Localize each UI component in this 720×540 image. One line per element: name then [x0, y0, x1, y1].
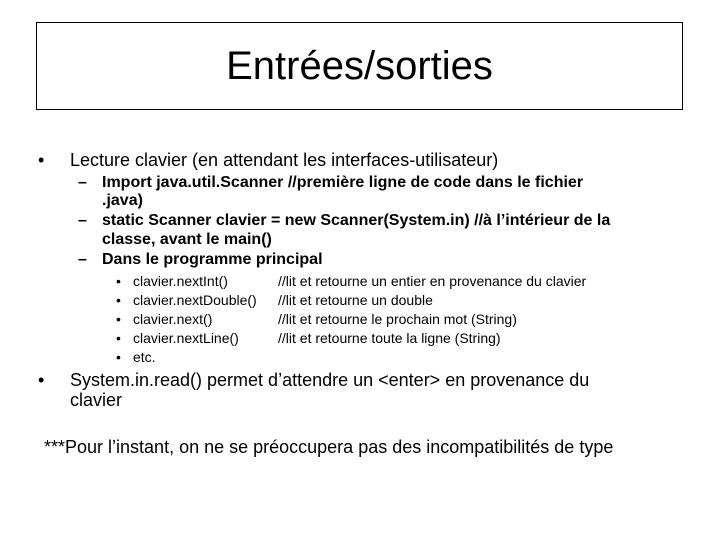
method-comment: //lit et retourne le prochain mot (String)	[278, 311, 517, 327]
dash-icon: –	[78, 251, 87, 268]
slide-title-box	[36, 22, 683, 110]
method-code: clavier.nextLine()	[133, 330, 239, 346]
bullet-system-in-read-line1: System.in.read() permet d’attendre un <enter> en provenance du	[70, 370, 590, 390]
sub-item-import-line1: Import java.util.Scanner //première ligne de code dans le fichier	[102, 174, 584, 191]
slide-title: Entrées/sorties	[226, 43, 493, 88]
bullet-system-in-read-line2: clavier	[70, 390, 123, 410]
bullet-icon: •	[116, 311, 121, 327]
bullet-lecture-clavier: Lecture clavier (en attendant les interfaces-utilisateur)	[70, 150, 499, 170]
sub-item-main: Dans le programme principal	[102, 251, 323, 268]
bullet-icon: •	[38, 370, 45, 390]
method-comment: //lit et retourne toute la ligne (String)	[278, 330, 501, 346]
sub-item-static-line2: classe, avant le main()	[102, 231, 272, 248]
sub-item-static-line1: static Scanner clavier = new Scanner(System.in) //à l’intérieur de la	[102, 212, 611, 229]
footnote: ***Pour l’instant, on ne se préoccupera pas des incompatibilités de type	[44, 437, 614, 457]
method-code: clavier.nextInt()	[133, 273, 228, 289]
method-code: clavier.nextDouble()	[133, 292, 257, 308]
bullet-icon: •	[116, 349, 121, 365]
sub-item-import-line2: .java)	[102, 192, 143, 209]
bullet-icon: •	[116, 330, 121, 346]
bullet-icon: •	[116, 292, 121, 308]
bullet-icon: •	[38, 150, 45, 170]
method-comment: //lit et retourne un entier en provenance du clavier	[278, 273, 587, 289]
method-code: clavier.next()	[133, 311, 213, 327]
method-comment: //lit et retourne un double	[278, 292, 433, 308]
dash-icon: –	[78, 174, 87, 191]
bullet-icon: •	[116, 273, 121, 289]
method-code: etc.	[133, 349, 156, 365]
dash-icon: –	[78, 212, 87, 229]
